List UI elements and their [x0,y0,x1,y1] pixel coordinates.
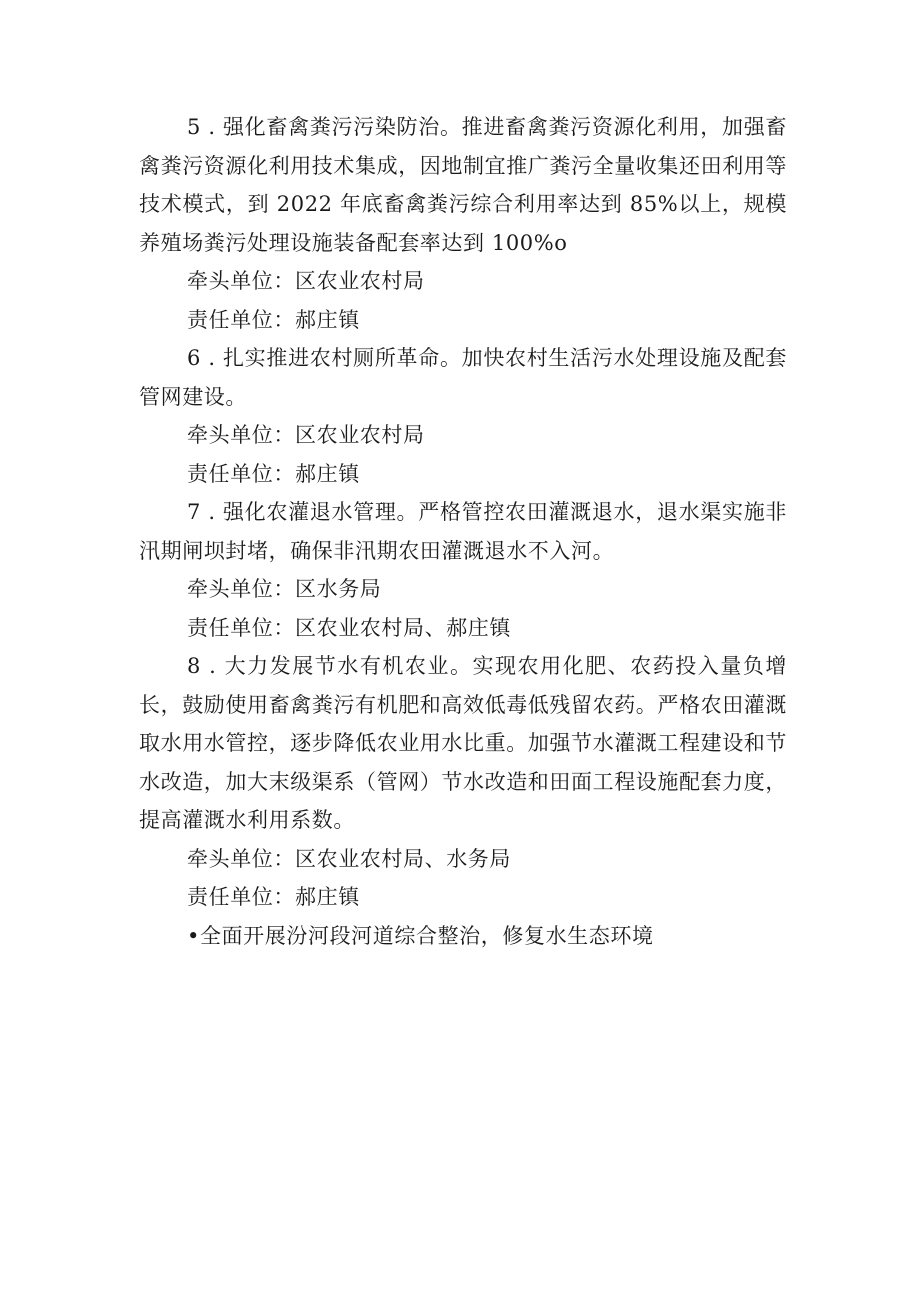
paragraph-item-6-toilet-revolution: 6 . 扎实推进农村厕所革命。加快农村生活污水处理设施及配套管网建设。 [139,346,787,409]
lead-unit-line: 牵头单位：区水务局 [187,577,382,601]
paragraph-item-7-irrigation-drainage: 7 . 强化农灌退水管理。严格管控农田灌溉退水，退水渠实施非汛期闸坝封堵，确保非汛期农田灌溉退水不入河。 [139,500,787,563]
paragraph-item-5-manure-pollution: 5 . 强化畜禽粪污污染防治。推进畜禽粪污资源化利用，加强畜禽粪污资源化利用技术集成，因地制宜推广粪污全量收集还田利用等技术模式，到 2022 年底畜禽粪污综合利用率达到 85%以上，规模养殖场粪污处理设施装备配套率达到 100%o [139,115,787,255]
responsible-unit-line: 责任单位：郝庄镇 [187,307,360,332]
responsible-unit-line: 责任单位：区农业农村局、郝庄镇 [187,615,511,640]
document-body [139,108,787,955]
lead-unit-line: 牵头单位：区农业农村局 [187,269,425,293]
paragraph-item-8-water-saving-agriculture: 8 . 大力发展节水有机农业。实现农用化肥、农药投入量负增长，鼓励使用畜禽粪污有机肥和高效低毒低残留农药。严格农田灌溉取水用水管控，逐步降低农业用水比重。加强节水灌溉工程建设和节水改造，加大末级渠系（管网）节水改造和田面工程设施配套力度，提高灌溉水利用系数。 [139,654,787,832]
responsible-unit-line: 责任单位：郝庄镇 [187,885,360,909]
lead-unit-line: 牵头单位：区农业农村局 [187,423,425,447]
section-heading-river-remediation: •全面开展汾河段河道综合整治，修复水生态环境 [187,923,654,948]
lead-unit-line: 牵头单位：区农业农村局、水务局 [187,846,511,871]
responsible-unit-line: 责任单位：郝庄镇 [187,461,360,486]
